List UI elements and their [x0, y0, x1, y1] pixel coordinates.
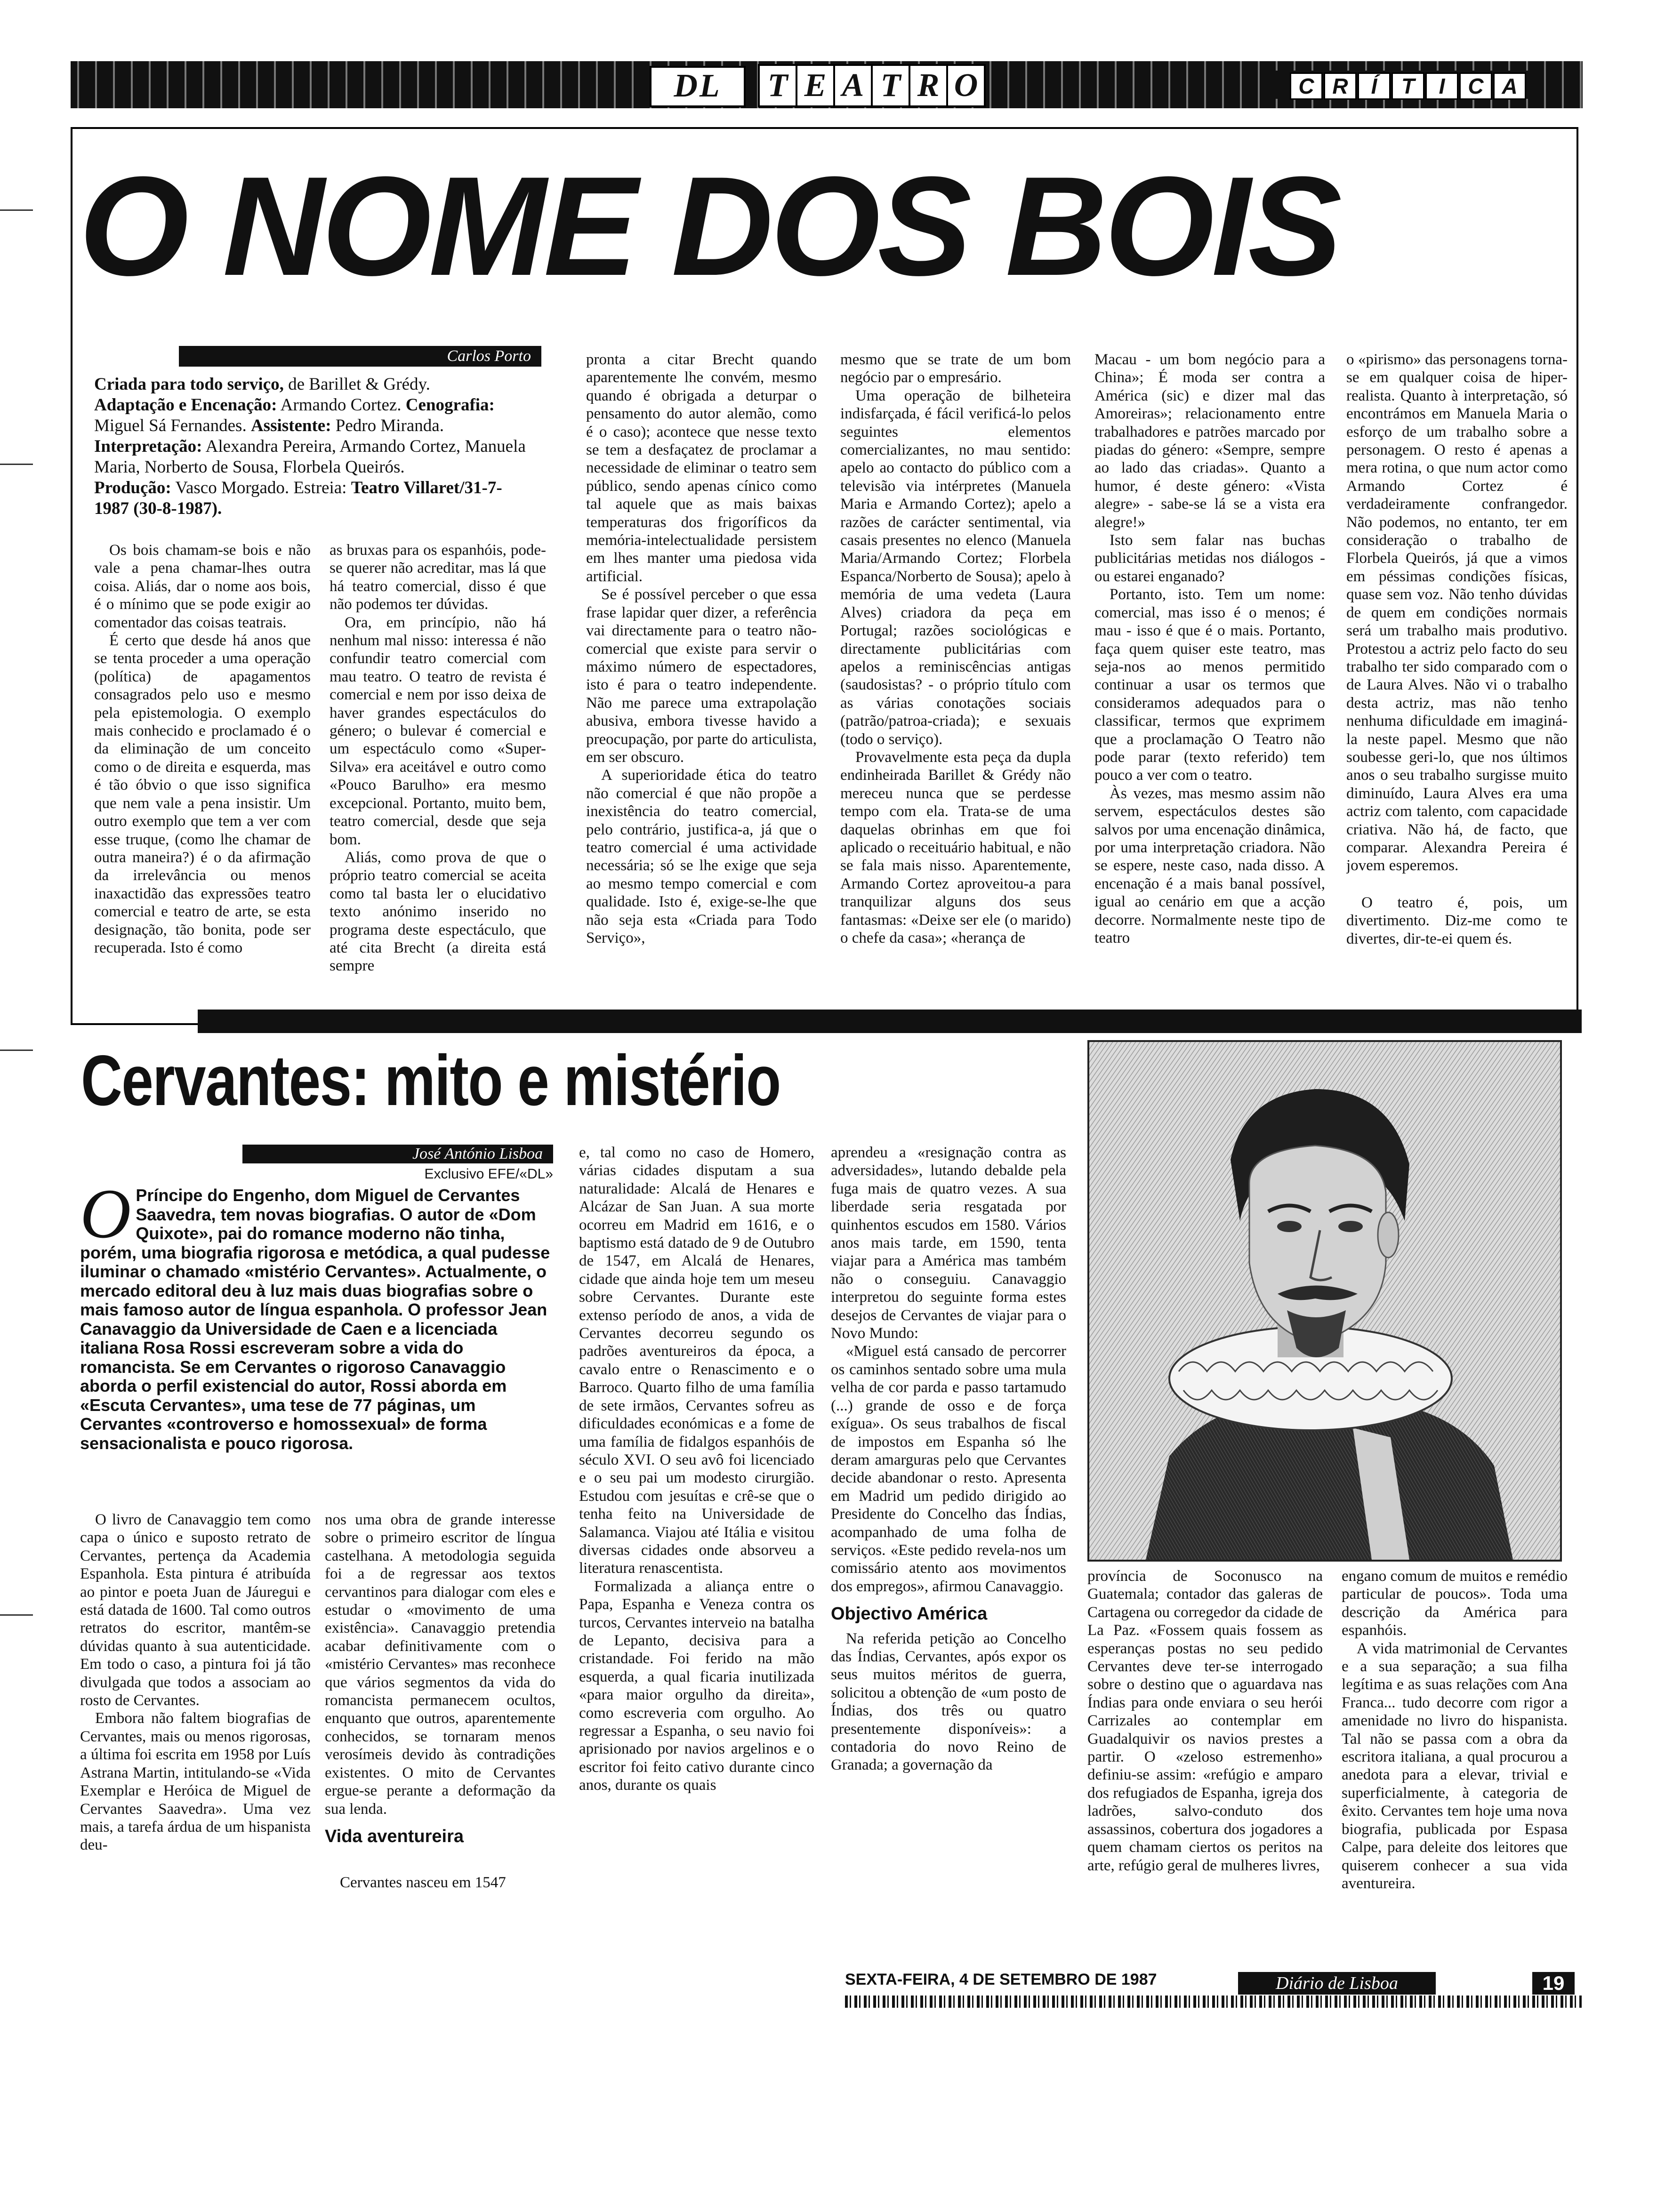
credit-label: Teatro Villaret/31-7-1987 (30-8-1987).: [94, 478, 502, 518]
cervantes-lead: [80, 1175, 553, 1453]
paragraph: A vida matrimonial de Cervantes e a sua separação; a sua filha legítima e as suas relações com Ana Franca... tudo decorre com rigor a amenidade no livro do hispanista. Tal não se passa com a obra da escritora italiana, a qual procurou a anedota para a elevar, trivial e superficialmente, à categoria de êxito. Cervantes tem hoje uma nova biografia, publicada por Espasa Calpe, para deleite dos leitores que quiserem conhecer a sua vida aventureira.: [1342, 1640, 1568, 1892]
tag-letter: C: [1459, 72, 1492, 100]
theatre-column-2: [330, 541, 546, 993]
paragraph: É certo que desde há anos que se tenta proceder a uma operação (política) de apagamentos consagrados pelo uso e mesmo pela epistemologia. O exemplo mais conhecido e proclamado é o da eliminação de um conceito como o de direita e esquerda, mas é tão óbvio o que isso significa que nem vale a pena insistir. Um outro exemplo que tem a ver com esse truque, (como lhe chamar de outra maneira?) é o da afirmação da irrelevância ou menos inaxactidão das expressões teatro comercial e teatro de arte, se esta designação, tão bonita, pode ser recuperada. Isto é como: [94, 632, 311, 956]
credit-value: Vasco Morgado. Estreia:: [171, 478, 351, 497]
paragraph: Provavelmente esta peça da dupla endinheirada Barillet & Grédy não mereceu nunca que se perdesse tempo com ela. Trata-se de uma daquelas obrinhas em que foi aplicado o receituário habitual, e não se fala mais nisso. Aparentemente, Armando Cortez aproveitou-a para tranquilizar alguns dos seus fantasmas: «Deixe ser ele (o marido) o chefe da casa»; «herança de: [840, 748, 1071, 946]
paragraph: província de Soconusco na Guatemala; contador das galeras de Cartagena ou corregedor da cidade de La Paz. «Fossem quais fossem as esperanças postas no seu pedido Cervantes deve ter-se interrogado sobre o destino que o aguardava nas Índias para onde enviara o seu herói Carrizales ao contemplar em Guadalquivir os navios prestes a partir. O «zeloso estremenho» definiu-se assim: «refúgio e amparo dos refugiados de Espanha, igreja dos ladrões, salvo-conduto dos assassinos, cobertura dos jogadores a quem chamam ciertos os peritos na arte, refúgio geral de mulheres livres,: [1087, 1568, 1323, 1874]
credit-label: Assistente:: [250, 416, 331, 435]
tag-letter: A: [1493, 72, 1526, 100]
paragraph: Macau - um bom negócio para a China»; É moda ser contra a América (sic) e dizer mal das Amoreiras»; relacionamento entre trabalhadores e patrões marcado por piadas do género: «Sempre, sempre ao lado das criadas». Quanto a humor, é deste género: «Vista alegre» - sabe-se lá se a vista era alegre!»: [1094, 351, 1325, 531]
credit-label: Cenografia:: [405, 395, 495, 415]
portrait-engraving: [1089, 1042, 1560, 1560]
cervantes-portrait: [1087, 1040, 1562, 1562]
paragraph: mesmo que se trate de um bom negócio par o empresário.: [840, 351, 1071, 386]
credit-value: de Barillet & Grédy.: [283, 375, 430, 394]
paragraph: engano comum de muitos e remédio particular de poucos». Toda uma descrição da América para espanhóis.: [1342, 1568, 1568, 1639]
theatre-column-4: [840, 351, 1071, 993]
paragraph: Formalizada a aliança entre o Papa, Espanha e Veneza contra os turcos, Cervantes interveio na batalha de Lepanto, decisiva para a cristandade. Foi ferido na mão esquerda, a qual ficaria inutilizada «para maior orgulho da direita», como escreveria com orgulho. Ao regressar a Espanha, o seu navio foi aprisionado por navios argelinos e o escritor foi feito cativo durante cinco anos, durante os quais: [579, 1578, 814, 1794]
paragraph: aprendeu a «resignação contra as adversidades», lutando debalde pela fuga mais de quatro vezes. A sua liberdade seria resgatada por quinhentos escudos em 1580. Vários anos mais tarde, em 1590, tenta viajar para a América mas também não o conseguiu. Canavaggio interpretou do seguinte forma estes desejos de Cervantes de viajar para o Novo Mundo:: [831, 1144, 1066, 1342]
cervantes-column-2: [325, 1511, 555, 1963]
section-letter: T: [758, 64, 797, 107]
paragraph: o «pirismo» das personagens torna-se em qualquer coisa de hiper-realista. Quanto à interpretação, só encontrámos em Manuela Maria o esforço de um trabalho sobre a personagem. O resto é apenas a mera rotina, o que num actor como Armando Cortez é verdadeiramente confrangedor. Não podemos, no entanto, ter em consideração o trabalho de Florbela Queirós, já que a vimos em péssimas condições físicas, quase sem voz. Não tenho dúvidas de quem em condições normais será um trabalho mais produtivo. Protestou a actriz pelo facto do seu trabalho ter sido comparado com o de Laura Alves. Não vi o trabalho desta actriz, mas não tenho nenhuma dificuldade em imaginá-la neste papel. Mesmo que não soubesse geri-lo, que nos últimos anos o seu trabalho surgisse muito diminuído, Laura Alves era uma actriz com talento, com capacidade criativa. Não há, de facto, que comparar. Alexandra Pereira é jovem esperemos.: [1346, 351, 1568, 874]
paragraph: Uma operação de bilheteira indisfarçada, é fácil verificá-lo pelos seguintes elementos comercializantes, no mau sentido: apelo ao contacto do público com a televisão via intérpretes (Manuela Maria e Armando Cortez); apelo a razões de carácter sentimental, via casais presentes no elenco (Manuela Maria/Armando Cortez; Florbela Espanca/Norberto de Sousa); apelo à memória de uma vedeta (Laura Alves) criadora da peça em Portugal; razões sociológicas e directamente publicitárias com apelos a reminiscências antigas (saudosistas? - o próprio título com as várias conotações sociais (patrão/patroa-criada); e sexuais (todo o serviço).: [840, 387, 1071, 748]
paragraph: Se é possível perceber o que essa frase lapidar quer dizer, a referência vai directamente para o teatro não-comercial que existe para servir o máximo número de espectadores, isto é para o teatro independente. Não me parece uma extrapolação abusiva, embora tivesse havido a preocupação, por parte do articulista, em ser obscuro.: [586, 586, 817, 766]
credit-label: Adaptação e Encenação:: [94, 395, 277, 415]
tag-letter: T: [1392, 72, 1424, 100]
paragraph: as bruxas para os espanhóis, pode-se querer não acreditar, mas lá que há teatro comercial, disso é que não podemos ter dúvidas.: [330, 542, 546, 613]
scan-margin-mark: [0, 1614, 33, 1616]
paragraph: Isto sem falar nas buchas publicitárias metidas nos diálogos - ou estarei enganado?: [1094, 532, 1325, 585]
paragraph: Na referida petição ao Concelho das Índias, Cervantes, após expor os seus muitos méritos de guerra, solicitou a obtenção de «um posto de Índias, dos três ou quatro presentemente disponíveis»: a contadoria do novo Reino de Granada; a governação da: [831, 1630, 1066, 1774]
credit-label: Interpretação:: [94, 437, 202, 456]
paragraph: O livro de Canavaggio tem como capa o único e suposto retrato de Cervantes, pertença da Academia Espanhola. Esta pintura é atribuída ao pintor e poeta Juan de Jáuregui e está datada de 1600. Tal como outros retratos do escritor, mantêm-se dúvidas quanto à sua autenticidade. Em todo o caso, a pintura foi já tão divulgada que todos a associam ao rosto de Cervantes.: [80, 1511, 311, 1709]
cervantes-byline: José António Lisboa: [242, 1145, 553, 1163]
news-source: Exclusivo EFE/«DL»: [424, 1166, 553, 1182]
theatre-column-3: [586, 351, 817, 993]
cervantes-column-5: [1087, 1567, 1323, 1963]
paragraph: O teatro é, pois, um divertimento. Diz-me como te divertes, dir-te-ei quem és.: [1346, 894, 1568, 947]
paragraph: e, tal como no caso de Homero, várias cidades disputam a sua naturalidade: Alcalá de Henares e Alcázar de San Juan. A sua morte ocorreu em Madrid em 1616, e o baptismo está datado de 9 de Outubro de 1547, em Alcalá de Henares, cidade que ainda hoje tem um meseu sobre Cervantes. Durante este extenso período de anos, a vida de Cervantes decorreu segundo os padrões aventureiros da época, a cavalo entre o Renascimento e o Barroco. Quarto filho de uma família de sete irmãos, Cervantes sofreu as dificuldades económicas e a fome de uma família de fidalgos espanhóis de século XVI. O seu avô foi licenciado e o seu pai um modesto cirurgião. Estudou com jesuítas e crê-se que o tenha feito na Universidade de Salamanca. Viajou até Itália e visitou diversas cidades onde absorveu a literatura renascentista.: [579, 1144, 814, 1577]
paragraph: Cervantes nasceu em 1547: [340, 1874, 506, 1891]
cervantes-column-1: [80, 1511, 311, 1963]
credit-value: Pedro Miranda.: [331, 416, 444, 435]
tag-letter: I: [1425, 72, 1458, 100]
paragraph: pronta a citar Brecht quando aparentemente lhe convém, mesmo quando é obrigada a deturpar o pensamento do autor alemão, como é o caso); acontece que nesse texto se tem a desfaçatez de proclamar a necessidade de eliminar o teatro sem público, sendo apenas cínico como tal aquele que as mais baixas temperaturas dos frigoríficos da memória-intelectualidade persistem em lhes manter uma piedosa vida artificial.: [586, 351, 817, 585]
page-number: 19: [1532, 1972, 1575, 1995]
paragraph: Portanto, isto. Tem um nome: comercial, mas isso é o menos; é mau - isso é que é o mais. Portanto, faça quem quiser este teatro, mas seja-nos ao menos permitido continuar a usar os termos que consideramos adequados para o classificar, termos que exprimem que a proclamação O Teatro não pode parar (texto referido) tem pouco a ver com o teatro.: [1094, 586, 1325, 784]
theatre-column-1: [94, 541, 311, 993]
section-letter: T: [871, 64, 910, 107]
credit-value: Alexandra Pereira, Armando Cortez, Manuela Maria, Norberto de Sousa, Florbela Queirós.: [94, 437, 526, 477]
paragraph: Aliás, como prova de que o próprio teatro comercial se aceita como tal basta ler o elucidativo texto anónimo inserido no programa deste espectáculo, que até cita Brecht (a direita está sempre: [330, 849, 546, 975]
scan-margin-mark: [0, 1050, 33, 1051]
paragraph: «Miguel está cansado de percorrer os caminhos sentado sobre uma mula velha de cor parda e passo tartamudo (...) grande de osso e de força exígua». Os seus trabalhos de fiscal de impostos em Espanha só lhe deram amarguras pelo que Cervantes decide abandonar o resto. Apresenta em Madrid um pedido dirigido ao Presidente do Concelho das Índias, acompanhado de uma folha de serviços. «Este pedido revela-nos um comissário atento aos movimentos dos empregos», afirmou Canavaggio.: [831, 1343, 1066, 1595]
paragraph: A superioridade ética do teatro não comercial é que não propõe a inexistência do teatro comercial, pelo contrário, justifica-a, já que o teatro comercial é uma actividade necessária; só se lhe exige que seja ao mesmo tempo comercial e com qualidade. Isto é, exige-se-lhe que não seja esta «Criada para Todo Serviço»,: [586, 767, 817, 946]
cervantes-headline: Cervantes: mito e mistério: [81, 1041, 780, 1121]
theatre-column-5: [1094, 351, 1325, 993]
credit-value: Armando Cortez.: [277, 395, 406, 415]
section-letter: E: [796, 64, 835, 107]
cervantes-column-6: [1342, 1567, 1568, 1963]
subheading: Vida aventureira: [325, 1826, 464, 1846]
lead-text: Príncipe do Engenho, dom Miguel de Cervantes Saavedra, tem novas biografias. O autor de «Dom Quixote», pai do romance moderno não tinha, porém, uma biografia rigorosa e metódica, a qual pudesse iluminar o chamado «mistério Cervantes». Actualmente, o mercado editoral deu à luz mais duas biografias sobre o mais famoso autor de língua espanhola. O professor Jean Canavaggio da Universidade de Caen e a licenciada italiana Rosa Rossi escreveram sobre a vida do romancista. Se em Cervantes o rigoroso Canavaggio aborda o perfil existencial do autor, Rossi aborda em «Escuta Cervantes», uma tese de 77 páginas, um Cervantes «controverso e homossexual» de forma sensacionalista e pouco rigorosa.: [80, 1186, 550, 1453]
section-letter: A: [833, 64, 873, 107]
footer-decorative-band: [845, 1996, 1582, 2008]
tag-letter: C: [1290, 72, 1323, 100]
cervantes-column-3: [579, 1144, 814, 1963]
section-divider-bar: [198, 1010, 1582, 1033]
tag-letter: Í: [1358, 72, 1391, 100]
tag-letter: R: [1324, 72, 1357, 100]
newspaper-masthead: Diário de Lisboa: [1238, 1972, 1436, 1995]
theatre-headline: O NOME DOS BOIS: [79, 147, 1339, 305]
scan-margin-mark: [0, 209, 33, 211]
scan-margin-mark: [0, 464, 33, 465]
cervantes-column-4: [831, 1144, 1066, 1963]
issue-date: SEXTA-FEIRA, 4 DE SETEMBRO DE 1987: [845, 1971, 1157, 1988]
credit-value: Miguel Sá Fernandes.: [94, 416, 251, 435]
subheading: Objectivo América: [831, 1604, 988, 1624]
theatre-byline: Carlos Porto: [179, 346, 541, 367]
drop-cap: O: [80, 1175, 131, 1253]
credit-label: Criada para todo serviço,: [94, 375, 284, 394]
paragraph: Os bois chamam-se bois e não vale a pena chamar-lhes outra coisa. Aliás, dar o nome aos bois, é o mínimo que se pode exigir ao comentador das coisas teatrais.: [94, 542, 311, 631]
dl-logo-text: DL: [674, 68, 722, 104]
paragraph: Às vezes, mas mesmo assim não servem, espectáculos destes são salvos por uma encenação dinâmica, por uma interpretação criadora. Não se espere, neste caso, nada disso. A encenação é a mais banal possível, igual ao cenário em que a acção decorre. Normalmente neste tipo de teatro: [1094, 785, 1325, 946]
theatre-column-6: [1346, 351, 1568, 993]
play-credits: [94, 374, 537, 519]
paragraph: nos uma obra de grande interesse sobre o primeiro escritor de língua castelhana. A metodologia seguida foi a de regressar aos textos cervantinos para dialogar com eles e estudar o «movimento de uma existência». Canavaggio pretendia acabar definitivamente com o «mistério Cervantes» mas reconhece que vários segmentos da vida do romancista permanecem ocultos, enquanto que outros, aparentemente conhecidos, se tornaram menos verosímeis devido às contradições existentes. O mito de Cervantes ergue-se perante a deformação da sua lenda.: [325, 1511, 555, 1818]
section-letter: O: [946, 64, 986, 107]
paragraph: Ora, em princípio, não há nenhum mal nisso: interessa é não confundir teatro comercial com mau teatro. O teatro de revista é comercial e nem por isso deixa de haver grandes espectáculos do género; o bulevar é comercial e um espectáculo como «Super-Silva» era aceitável e outro como «Pouco Barulho» era mesmo excepcional. Portanto, muito bem, teatro comercial, desde que seja bom.: [330, 614, 546, 848]
paragraph: Embora não faltem biografias de Cervantes, mais ou menos rigorosas, a última foi escrita em 1958 por Luís Astrana Martin, intitulando-se «Vida Exemplar e Heróica de Miguel de Cervantes Saavedra». Uma vez mais, a tarefa árdua de um hispanista deu-: [80, 1710, 311, 1854]
credit-label: Produção:: [94, 478, 171, 497]
section-header-strip: [71, 61, 1583, 108]
section-letter: R: [909, 64, 948, 107]
dl-logo: [650, 66, 746, 107]
